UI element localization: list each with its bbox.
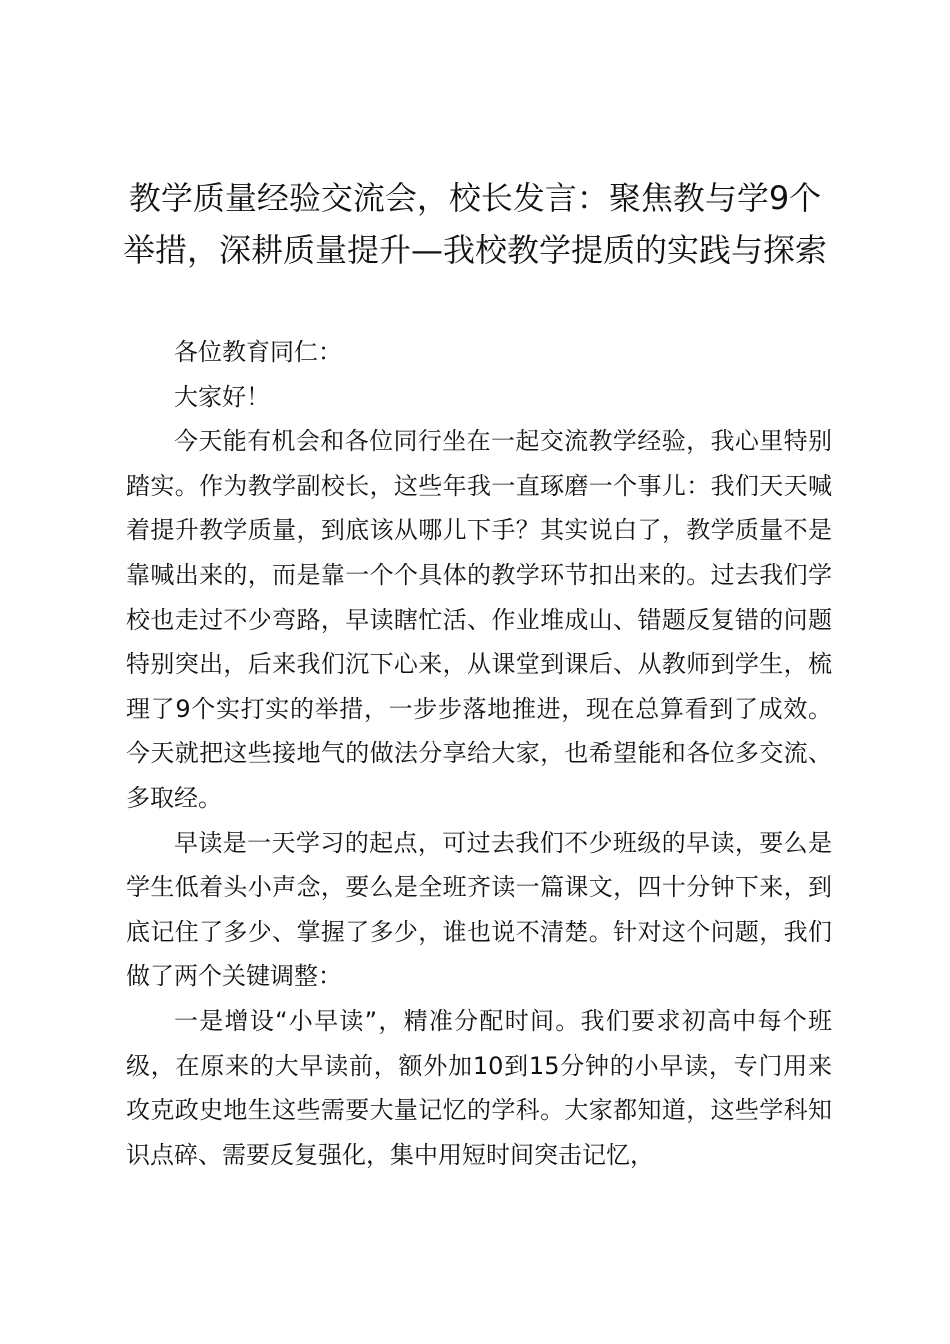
document-title: 教学质量经验交流会，校长发言：聚焦教与学9个举措，深耕质量提升—我校教学提质的实践与探索 xyxy=(122,179,827,269)
document-body xyxy=(126,330,832,1177)
body-paragraph: 一是增设“小早读”，精准分配时间。我们要求初高中每个班级，在原来的大早读前，额外加10到15分钟的小早读，专门用来攻克政史地生这些需要大量记忆的学科。大家都知道，这些学科知识点碎、需要反复强化，集中用短时间突击记忆， xyxy=(126,1006,832,1169)
body-paragraph: 早读是一天学习的起点，可过去我们不少班级的早读，要么是学生低着头小声念，要么是全班齐读一篇课文，四十分钟下来，到底记住了多少、掌握了多少，谁也说不清楚。针对这个问题，我们做了两个关键调整： xyxy=(126,828,832,991)
salutation-paragraph: 各位教育同仁： xyxy=(174,338,342,366)
greeting-paragraph: 大家好！ xyxy=(174,382,270,411)
body-paragraph: 今天能有机会和各位同行坐在一起交流教学经验，我心里特别踏实。作为教学副校长，这些年我一直琢磨一个事儿：我们天天喊着提升教学质量，到底该从哪儿下手？其实说白了，教学质量不是靠喊出来的，而是靠一个个具体的教学环节扣出来的。过去我们学校也走过不少弯路，早读瞎忙活、作业堆成山、错题反复错的问题特别突出，后来我们沉下心来，从课堂到课后、从教师到学生，梳理了9个实打实的举措，一步步落地推进，现在总算看到了成效。今天就把这些接地气的做法分享给大家，也希望能和各位多交流、多取经。 xyxy=(126,427,832,812)
